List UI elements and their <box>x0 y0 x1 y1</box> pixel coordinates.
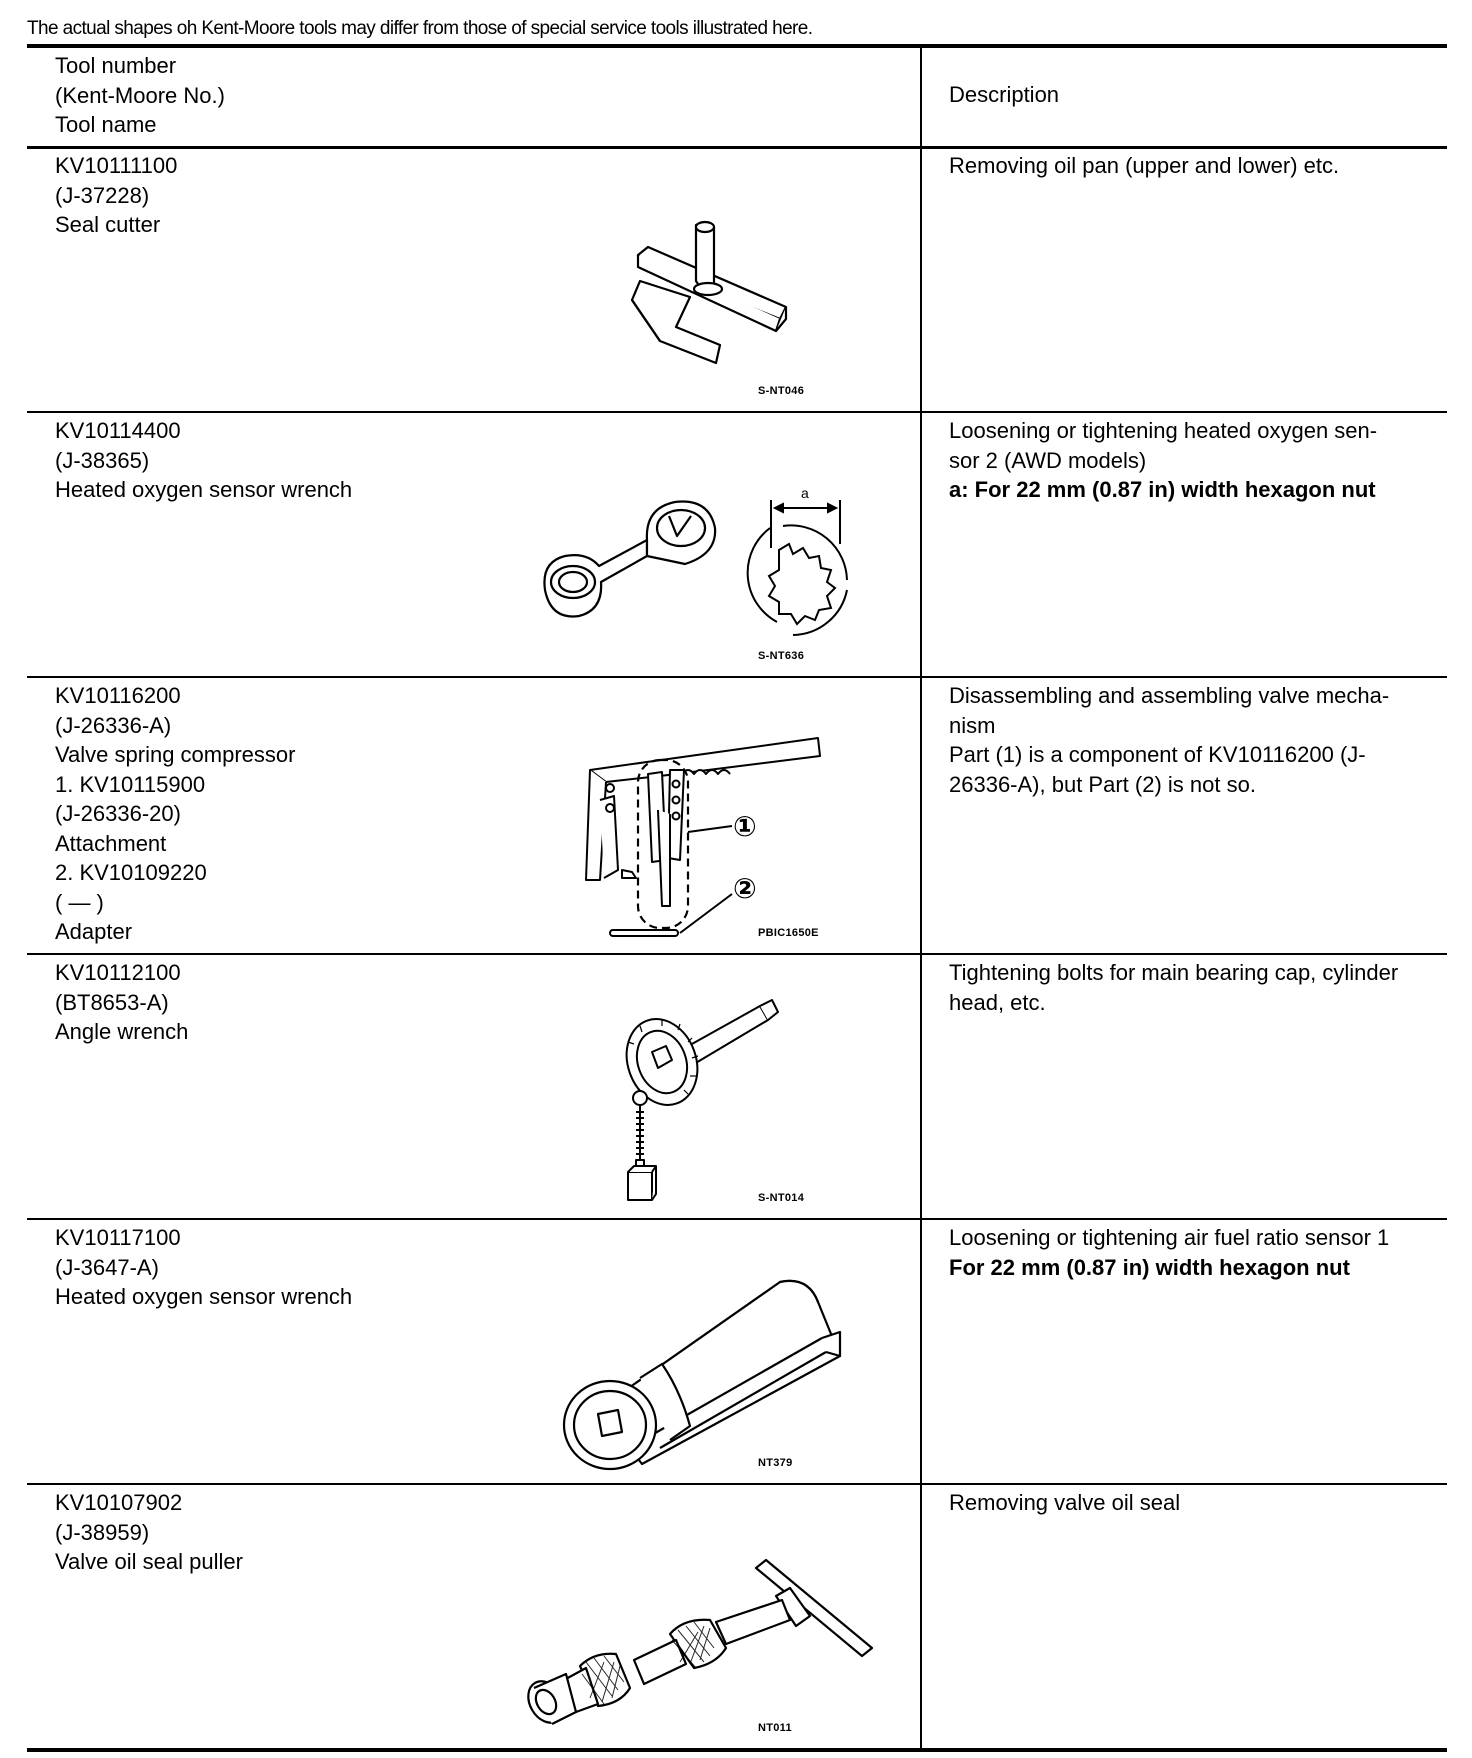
row-4-tool <box>55 958 188 1047</box>
header-tool-column <box>55 51 225 140</box>
tool-name: Valve spring compressor <box>55 742 296 767</box>
tool-number: KV10114400 <box>55 418 181 443</box>
column-divider <box>920 46 922 1750</box>
valve-oil-seal-puller-illustration <box>520 1540 880 1740</box>
figure-code: S-NT014 <box>758 1192 805 1204</box>
oxygen-sensor-wrench-illustration <box>535 470 855 660</box>
kent-moore-number: (J-3647-A) <box>55 1254 159 1280</box>
description-line-bold: a: For 22 mm (0.87 in) width hexagon nut <box>949 477 1376 502</box>
row-5-tool <box>55 1223 352 1312</box>
seal-cutter-illustration <box>620 215 820 375</box>
row-4-description <box>949 958 1429 1017</box>
header-tool-name: Tool name <box>55 112 157 137</box>
intro-note: The actual shapes oh Kent-Moore tools may differ from those of special service tools illustrated here. <box>27 18 813 39</box>
row-divider-1 <box>27 411 1447 413</box>
part-1-name: Attachment <box>55 830 167 856</box>
row-6-description <box>949 1488 1429 1518</box>
tool-name: Heated oxygen sensor wrench <box>55 1284 353 1309</box>
header-description <box>949 80 1429 110</box>
part-1-kent-moore-number: (J-26336-20) <box>55 801 181 826</box>
angle-wrench-illustration <box>610 990 790 1210</box>
header-bottom-rule <box>27 146 1447 149</box>
description-line: Part (1) is a component of KV10116200 (J- <box>949 742 1366 767</box>
valve-spring-compressor-illustration <box>570 730 830 940</box>
row-divider-3 <box>27 953 1447 955</box>
row-1-description <box>949 151 1429 181</box>
figure-code: NT011 <box>758 1722 792 1734</box>
kent-moore-number: (J-38365) <box>55 447 150 473</box>
row-3-tool <box>55 681 295 947</box>
description-line: nism <box>949 712 996 738</box>
part-1-number: 1. KV10115900 <box>55 771 206 797</box>
tool-name: Valve oil seal puller <box>55 1549 243 1574</box>
row-divider-4 <box>27 1218 1447 1220</box>
header-description-label: Description <box>949 82 1060 107</box>
figure-code: S-NT636 <box>758 650 805 662</box>
tool-name: Angle wrench <box>55 1019 189 1044</box>
table-bottom-rule <box>27 1748 1447 1752</box>
header-tool-number: Tool number <box>55 53 177 78</box>
callout-1: ① <box>733 810 757 843</box>
description-line: Tightening bolts for main bearing cap, cylinder <box>949 960 1399 985</box>
description-line: 26336-A), but Part (2) is not so. <box>949 771 1256 797</box>
figure-code: S-NT046 <box>758 385 805 397</box>
row-2-description <box>949 416 1429 505</box>
tool-number: KV10116200 <box>55 683 181 708</box>
tool-number: KV10111100 <box>55 153 178 178</box>
description-line: Removing valve oil seal <box>949 1490 1181 1515</box>
kent-moore-number: (J-38959) <box>55 1519 150 1545</box>
callout-2: ② <box>733 872 757 905</box>
kent-moore-number: (J-26336-A) <box>55 712 172 738</box>
part-2-kent-moore-number: ( — ) <box>55 889 104 915</box>
row-2-tool <box>55 416 352 505</box>
row-3-description <box>949 681 1429 799</box>
tool-name: Heated oxygen sensor wrench <box>55 477 353 502</box>
tool-number: KV10112100 <box>55 960 181 985</box>
header-kent-moore-no: (Kent-Moore No.) <box>55 82 225 108</box>
part-2-number: 2. KV10109220 <box>55 860 207 885</box>
description-line: sor 2 (AWD models) <box>949 447 1147 473</box>
row-6-tool <box>55 1488 243 1577</box>
table-top-rule <box>27 44 1447 48</box>
description-line-bold: For 22 mm (0.87 in) width hexagon nut <box>949 1254 1350 1280</box>
kent-moore-number: (J-37228) <box>55 182 150 208</box>
row-1-tool <box>55 151 177 240</box>
tool-number: KV10107902 <box>55 1490 183 1515</box>
figure-code: NT379 <box>758 1457 793 1469</box>
description-line: Disassembling and assembling valve mecha- <box>949 683 1390 708</box>
description-line: Removing oil pan (upper and lower) etc. <box>949 153 1340 178</box>
description-line: Loosening or tightening heated oxygen sen- <box>949 418 1378 443</box>
sensor-socket-illustration <box>550 1240 850 1480</box>
row-divider-5 <box>27 1483 1447 1485</box>
tool-name: Seal cutter <box>55 212 161 237</box>
description-line: head, etc. <box>949 989 1046 1015</box>
tool-number: KV10117100 <box>55 1225 181 1250</box>
part-2-name: Adapter <box>55 919 133 944</box>
kent-moore-number: (BT8653-A) <box>55 989 169 1015</box>
dimension-label-a: a <box>801 485 809 501</box>
row-divider-2 <box>27 676 1447 678</box>
figure-code: PBIC1650E <box>758 927 819 939</box>
description-line: Loosening or tightening air fuel ratio sensor 1 <box>949 1225 1390 1250</box>
row-5-description <box>949 1223 1429 1282</box>
